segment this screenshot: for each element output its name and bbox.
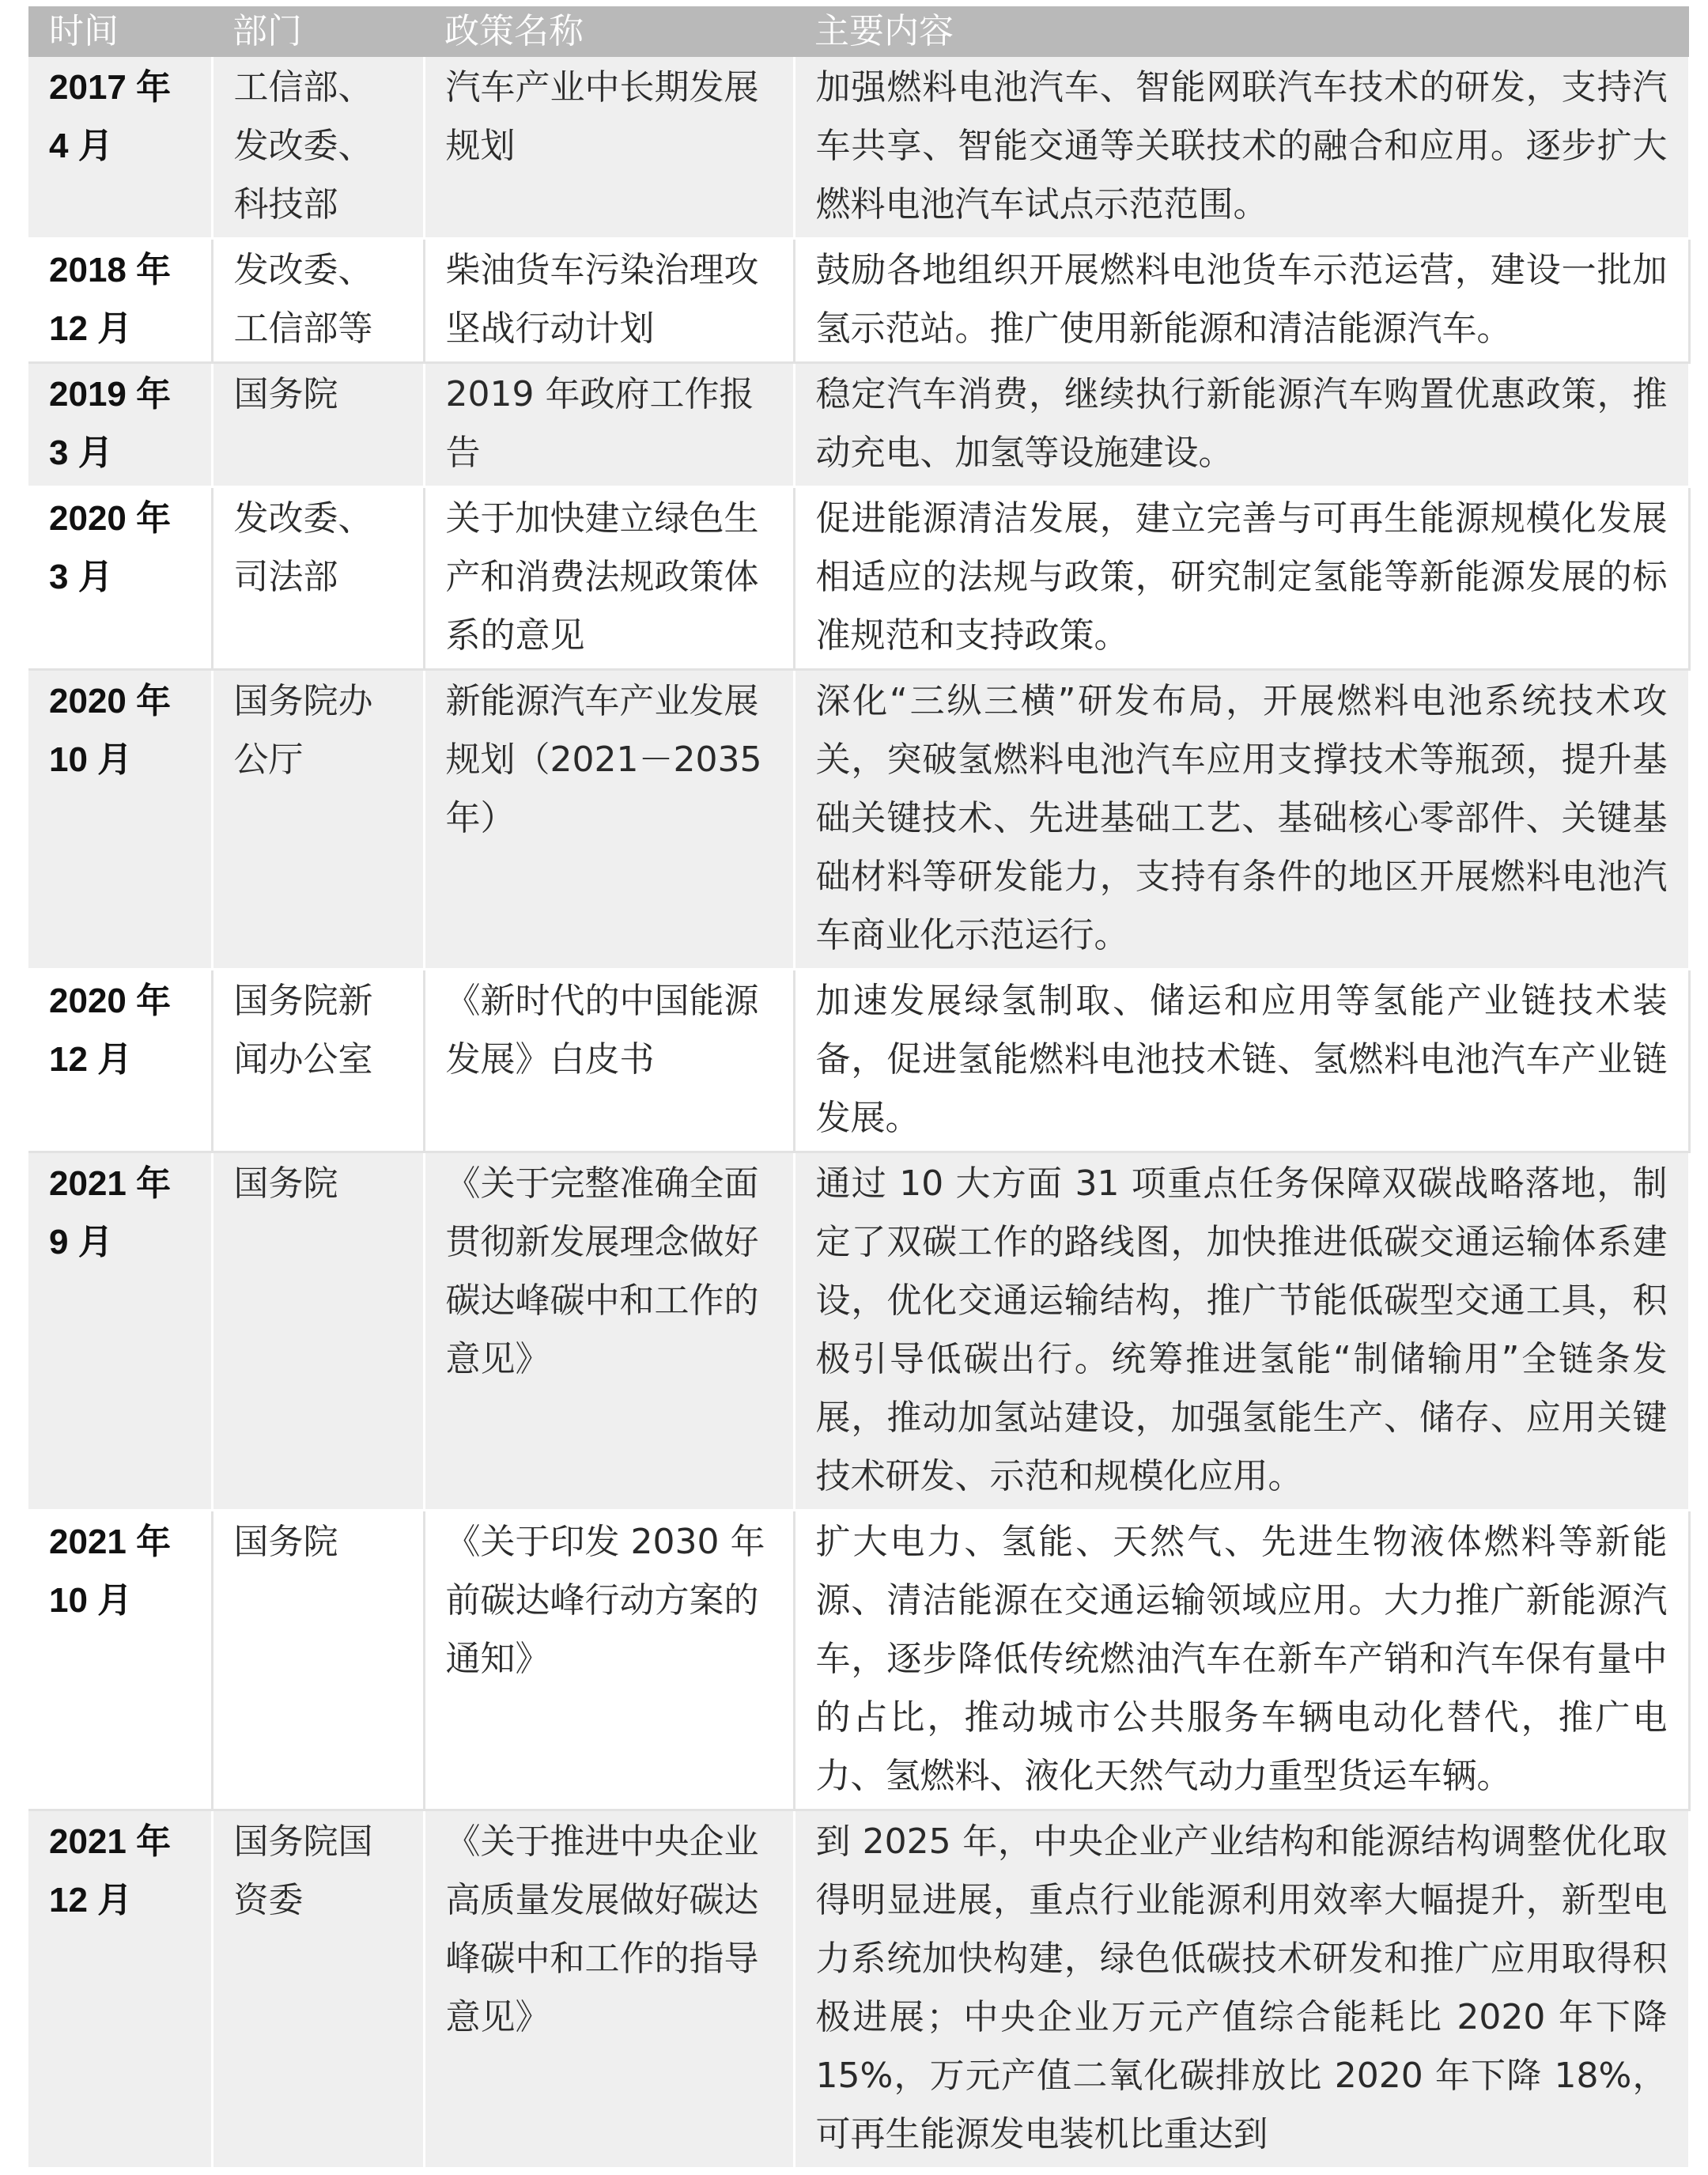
main-content-cell: 深化“三纵三横”研发布局，开展燃料电池系统技术攻关，突破氢燃料电池汽车应用支撑技术等瓶颈，提升基础关键技术、先进基础工艺、基础核心零部件、关键基础材料等研发能力，支持有条件的地区开展燃料电池汽车商业化示范运行。 [794,670,1689,970]
department-cell: 发改委、工信部等 [212,239,424,363]
table-row [28,1511,1689,1810]
date-month: 12 月 [49,1040,133,1079]
main-content-cell: 加速发展绿氢制取、储运和应用等氢能产业链技术装备，促进氢能燃料电池技术链、氢燃料电池汽车产业链发展。 [794,970,1689,1152]
main-content-cell: 加强燃料电池汽车、智能网联汽车技术的研发，支持汽车共享、智能交通等关联技术的融合和应用。逐步扩大燃料电池汽车试点示范范围。 [794,57,1689,239]
date-year: 2019 年 [49,375,172,414]
department-cell: 国务院办公厅 [212,670,424,970]
date-month: 12 月 [49,1881,133,1920]
main-content-cell: 促进能源清洁发展，建立完善与可再生能源规模化发展相适应的法规与政策，研究制定氢能等新能源发展的标准规范和支持政策。 [794,487,1689,670]
date-cell [28,1511,212,1810]
department-cell: 国务院 [212,1152,424,1511]
date-month: 3 月 [49,558,113,596]
date-cell [28,363,212,487]
date-month: 9 月 [49,1223,113,1262]
table-row [28,670,1689,970]
department-cell: 工信部、发改委、科技部 [212,57,424,239]
policy-name-cell: 汽车产业中长期发展规划 [424,57,794,239]
column-header-time: 时间 [28,6,212,57]
policy-name-cell: 《关于完整准确全面贯彻新发展理念做好碳达峰碳中和工作的意见》 [424,1152,794,1511]
main-content-cell: 到 2025 年，中央企业产业结构和能源结构调整优化取得明显进展，重点行业能源利用效率大幅提升，新型电力系统加快构建，绿色低碳技术研发和推广应用取得积极进展；中央企业万元产值综合能耗比 2020 年下降 15%，万元产值二氧化碳排放比 2020 年下降 18%，可再生能源发电装机比重达到 [794,1810,1689,2169]
date-year: 2017 年 [49,68,172,107]
date-month: 3 月 [49,433,113,472]
table-row [28,970,1689,1152]
table-row [28,239,1689,363]
date-year: 2021 年 [49,1164,172,1203]
table-row [28,1152,1689,1511]
column-header-main-content: 主要内容 [794,6,1689,57]
policy-name-cell: 关于加快建立绿色生产和消费法规政策体系的意见 [424,487,794,670]
department-cell: 国务院 [212,1511,424,1810]
date-cell [28,670,212,970]
policy-name-cell: 柴油货车污染治理攻坚战行动计划 [424,239,794,363]
date-year: 2021 年 [49,1522,172,1561]
date-cell [28,970,212,1152]
main-content-cell: 通过 10 大方面 31 项重点任务保障双碳战略落地，制定了双碳工作的路线图，加快推进低碳交通运输体系建设，优化交通运输结构，推广节能低碳型交通工具，积极引导低碳出行。统筹推进氢能“制储输用”全链条发展，推动加氢站建设，加强氢能生产、储存、应用关键技术研发、示范和规模化应用。 [794,1152,1689,1511]
date-month: 10 月 [49,1581,133,1620]
date-cell [28,57,212,239]
department-cell: 发改委、司法部 [212,487,424,670]
main-content-cell: 稳定汽车消费，继续执行新能源汽车购置优惠政策，推动充电、加氢等设施建设。 [794,363,1689,487]
main-content-cell: 扩大电力、氢能、天然气、先进生物液体燃料等新能源、清洁能源在交通运输领域应用。大力推广新能源汽车，逐步降低传统燃油汽车在新车产销和汽车保有量中的占比，推动城市公共服务车辆电动化替代，推广电力、氢燃料、液化天然气动力重型货运车辆。 [794,1511,1689,1810]
date-month: 12 月 [49,309,133,348]
date-year: 2021 年 [49,1822,172,1861]
date-year: 2020 年 [49,682,172,721]
column-header-department: 部门 [212,6,424,57]
date-cell [28,239,212,363]
date-month: 4 月 [49,127,113,165]
date-month: 10 月 [49,740,133,779]
column-header-policy-name: 政策名称 [424,6,794,57]
policy-name-cell: 《关于推进中央企业高质量发展做好碳达峰碳中和工作的指导意见》 [424,1810,794,2169]
date-year: 2020 年 [49,499,172,538]
table-row [28,363,1689,487]
table-header-row [28,6,1689,57]
date-cell [28,1810,212,2169]
policy-name-cell: 2019 年政府工作报告 [424,363,794,487]
policy-name-cell: 新能源汽车产业发展规划（2021－2035 年） [424,670,794,970]
department-cell: 国务院 [212,363,424,487]
date-year: 2018 年 [49,251,172,289]
table-row [28,1810,1689,2169]
table-row [28,57,1689,239]
department-cell: 国务院新闻办公室 [212,970,424,1152]
policy-table [28,6,1691,2169]
main-content-cell: 鼓励各地组织开展燃料电池货车示范运营，建设一批加氢示范站。推广使用新能源和清洁能源汽车。 [794,239,1689,363]
policy-name-cell: 《关于印发 2030 年前碳达峰行动方案的通知》 [424,1511,794,1810]
date-year: 2020 年 [49,982,172,1020]
table-row [28,487,1689,670]
date-cell [28,487,212,670]
department-cell: 国务院国资委 [212,1810,424,2169]
date-cell [28,1152,212,1511]
policy-name-cell: 《新时代的中国能源发展》白皮书 [424,970,794,1152]
